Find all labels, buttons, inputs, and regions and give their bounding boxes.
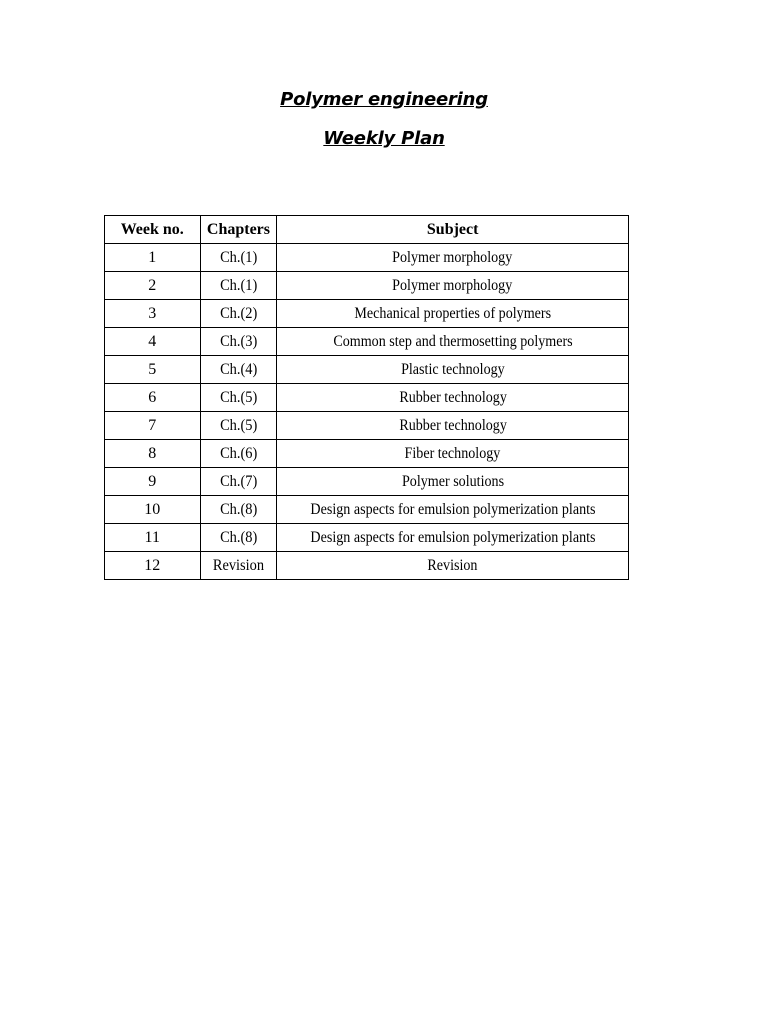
subject-text: Polymer morphology <box>392 276 513 294</box>
chapter-text: Ch.(1) <box>219 276 258 294</box>
table-row <box>105 244 629 272</box>
table-row <box>105 328 629 356</box>
table-row <box>105 468 629 496</box>
chapter-cell <box>200 552 277 580</box>
subject-cell <box>277 468 629 496</box>
table-row <box>105 384 629 412</box>
subject-text: Polymer solutions <box>401 472 504 490</box>
subject-cell <box>277 440 629 468</box>
table-header-row <box>105 216 629 244</box>
subject-text: Rubber technology <box>398 416 507 434</box>
subject-text: Fiber technology <box>404 444 501 462</box>
subject-cell <box>277 412 629 440</box>
week-cell: 9 <box>105 468 201 496</box>
subject-text: Rubber technology <box>398 388 507 406</box>
chapter-text: Ch.(8) <box>219 500 258 518</box>
header-chapters: Chapters <box>200 216 277 244</box>
week-cell: 8 <box>105 440 201 468</box>
week-cell: 6 <box>105 384 201 412</box>
chapter-text: Ch.(2) <box>219 304 258 322</box>
chapter-cell <box>200 384 277 412</box>
chapter-text: Revision <box>212 556 265 574</box>
chapter-cell <box>200 524 277 552</box>
header-subject: Subject <box>277 216 629 244</box>
table-body <box>105 244 629 580</box>
subject-cell <box>277 244 629 272</box>
table-row <box>105 356 629 384</box>
chapter-text: Ch.(3) <box>219 332 258 350</box>
chapter-cell <box>200 496 277 524</box>
table-row <box>105 272 629 300</box>
table-row <box>105 496 629 524</box>
document-subtitle: Weekly Plan <box>323 128 445 149</box>
table-row <box>105 440 629 468</box>
chapter-text: Ch.(1) <box>219 248 258 266</box>
table-row <box>105 524 629 552</box>
chapter-text: Ch.(8) <box>219 528 258 546</box>
subject-cell <box>277 552 629 580</box>
subject-cell <box>277 272 629 300</box>
subject-cell <box>277 524 629 552</box>
table-row <box>105 300 629 328</box>
week-cell: 5 <box>105 356 201 384</box>
subject-cell <box>277 356 629 384</box>
chapter-cell <box>200 244 277 272</box>
chapter-cell <box>200 468 277 496</box>
chapter-text: Ch.(6) <box>219 444 258 462</box>
week-cell: 3 <box>105 300 201 328</box>
chapter-text: Ch.(5) <box>219 416 258 434</box>
subject-text: Design aspects for emulsion polymerization plants <box>310 500 596 518</box>
subject-text: Common step and thermosetting polymers <box>333 332 573 350</box>
table-row <box>105 552 629 580</box>
week-cell: 7 <box>105 412 201 440</box>
week-cell: 1 <box>105 244 201 272</box>
header-week: Week no. <box>105 216 201 244</box>
subject-cell <box>277 384 629 412</box>
chapter-cell <box>200 412 277 440</box>
chapter-text: Ch.(4) <box>219 360 258 378</box>
subject-cell <box>277 328 629 356</box>
document-title: Polymer engineering <box>280 89 488 110</box>
subject-cell <box>277 300 629 328</box>
week-cell: 11 <box>105 524 201 552</box>
subject-text: Design aspects for emulsion polymerization plants <box>310 528 596 546</box>
week-cell: 12 <box>105 552 201 580</box>
subject-text: Revision <box>427 556 478 574</box>
subject-text: Polymer morphology <box>392 248 513 266</box>
chapter-cell <box>200 440 277 468</box>
week-cell: 10 <box>105 496 201 524</box>
chapter-text: Ch.(7) <box>219 472 258 490</box>
week-cell: 4 <box>105 328 201 356</box>
chapter-cell <box>200 356 277 384</box>
chapter-text: Ch.(5) <box>219 388 258 406</box>
subject-text: Mechanical properties of polymers <box>354 304 552 322</box>
subject-text: Plastic technology <box>400 360 505 378</box>
subject-cell <box>277 496 629 524</box>
chapter-cell <box>200 300 277 328</box>
week-cell: 2 <box>105 272 201 300</box>
table-row <box>105 412 629 440</box>
chapter-cell <box>200 328 277 356</box>
weekly-plan-table <box>104 215 629 580</box>
chapter-cell <box>200 272 277 300</box>
